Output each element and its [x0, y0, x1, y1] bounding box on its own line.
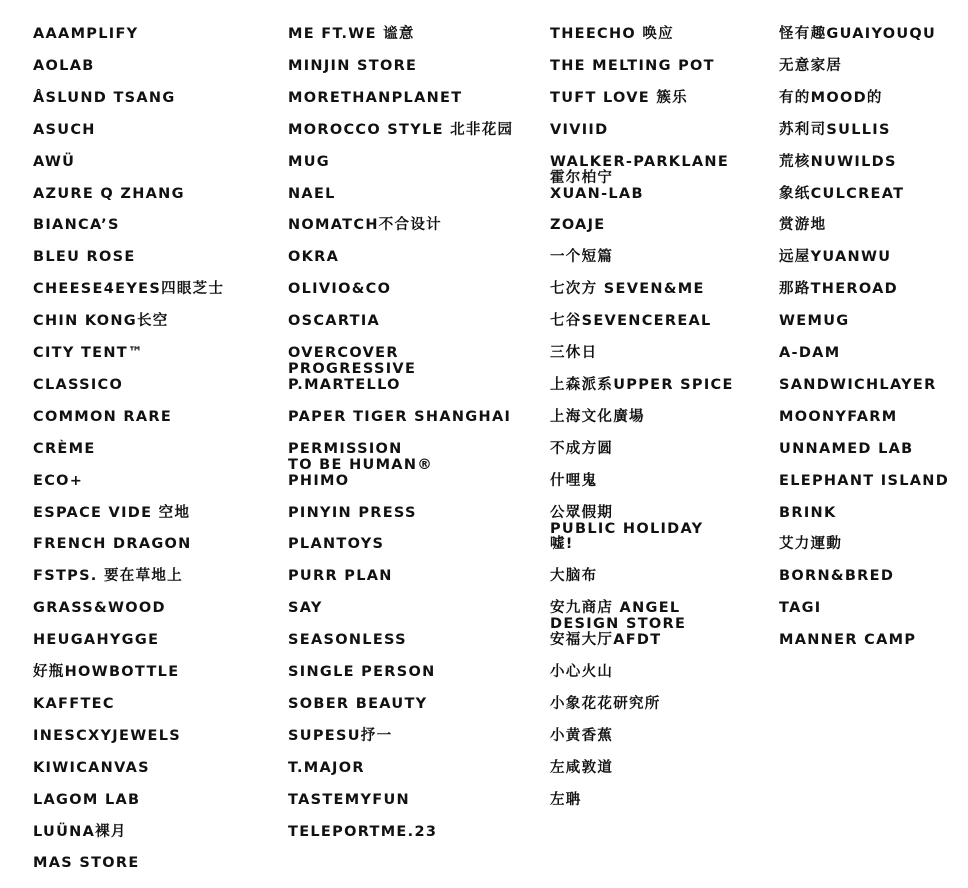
brand-name-line: 左咸敦道 [550, 759, 614, 776]
brand-name-line: 赏游地 [779, 217, 827, 234]
brand-name [288, 249, 339, 265]
brand-name-line: LUÜNA裸月 [33, 823, 127, 840]
brand-name [33, 249, 136, 265]
brand-name-line: PLANTOYS [288, 536, 385, 553]
brand-name-line: 公眾假期 [550, 504, 614, 521]
brand-name [288, 600, 323, 616]
brand-name-line: OLIVIO&CO [288, 281, 392, 298]
brand-name [550, 122, 608, 138]
brand-name [33, 728, 181, 744]
brand-name [288, 186, 336, 202]
brand-name-line: FRENCH DRAGON [33, 536, 192, 553]
brand-name [33, 760, 150, 776]
brand-name [550, 568, 597, 584]
brand-name-line: P.MARTELLO [288, 376, 401, 393]
brand-name-line: PINYIN PRESS [288, 504, 417, 521]
brand-name [550, 728, 613, 744]
brand-name-line: LAGOM LAB [33, 791, 141, 808]
brand-name [33, 792, 140, 808]
brand-name [550, 664, 613, 680]
brand-name-line: ZOAJE [550, 217, 606, 234]
brand-name-line: MINJIN STORE [288, 57, 418, 74]
brand-name [779, 313, 850, 329]
brand-name-line: 大脑布 [550, 568, 598, 585]
brand-name-line: AOLAB [33, 57, 95, 74]
brand-name [33, 26, 138, 42]
brand-name [550, 58, 715, 74]
brand-name-line: 荒核NUWILDS [779, 153, 897, 170]
brand-name-line: WEMUG [779, 313, 850, 330]
brand-name-line: ÅSLUND TSANG [33, 89, 176, 106]
brand-name [288, 26, 415, 42]
brand-name-line: 远屋YUANWU [779, 249, 892, 266]
brand-name [288, 824, 437, 840]
brand-name [550, 473, 597, 489]
brand-name-line: 安福大厅AFDT [550, 632, 662, 649]
brand-name [550, 696, 661, 712]
brand-name-line: NOMATCH不合设计 [288, 217, 442, 234]
brand-name-line: WALKER-PARKLANE [550, 153, 730, 170]
brand-name-line: PROGRESSIVE [288, 361, 417, 377]
brand-name [550, 792, 582, 808]
brand-name-line: 无意家居 [779, 57, 843, 74]
brand-name [288, 154, 330, 170]
brand-name-line: XUAN-LAB [550, 185, 644, 202]
brand-name-line: 小象花花研究所 [550, 695, 661, 712]
brand-name [33, 473, 83, 489]
brand-name-line: HEUGAHYGGE [33, 632, 160, 649]
brand-name [33, 122, 96, 138]
brand-name-line: 怪有趣GUAIYOUQU [779, 26, 937, 42]
brand-name-line: 象纸CULCREAT [779, 185, 905, 202]
brand-name [33, 441, 96, 457]
brand-name-line: BLEU ROSE [33, 249, 136, 266]
brand-name-line: CITY TENT™ [33, 345, 144, 361]
brand-name [550, 154, 729, 186]
brand-name [33, 600, 166, 616]
brand-name [288, 217, 442, 233]
brand-name-line: COMMON RARE [33, 408, 173, 425]
brand-name-line: CHEESE4EYES四眼芝士 [33, 281, 225, 298]
brand-name-line: TASTEMYFUN [288, 791, 410, 808]
brand-name [779, 632, 916, 648]
brand-name-line: NAEL [288, 185, 336, 202]
brand-name-line: BIANCA’S [33, 217, 120, 234]
brand-name [779, 281, 898, 297]
brand-name-line: SINGLE PERSON [288, 664, 436, 680]
brand-name [33, 154, 75, 170]
brand-name [33, 313, 169, 329]
brand-name-line: MORETHANPLANET [288, 89, 463, 106]
brand-name [33, 696, 115, 712]
brand-name [33, 568, 183, 584]
brand-name [779, 186, 904, 202]
brand-name-line: 安九商店 ANGEL [550, 600, 681, 617]
brand-name [779, 154, 897, 170]
brand-name [550, 536, 574, 552]
brand-name-line: 好瓶HOWBOTTLE [33, 664, 180, 680]
brand-name-line: KIWICANVAS [33, 759, 150, 776]
brand-name [288, 58, 417, 74]
brand-name [33, 664, 179, 680]
brand-name-line: PHIMO [288, 472, 350, 489]
brand-name-line: ELEPHANT ISLAND [779, 472, 950, 489]
brand-name [33, 345, 144, 361]
brand-name [288, 760, 365, 776]
brand-name [550, 377, 734, 393]
brand-name [550, 90, 688, 106]
brand-name [779, 249, 891, 265]
brand-name [779, 217, 826, 233]
brand-name-line: 一个短篇 [550, 249, 614, 266]
brand-name-line: 小心火山 [550, 664, 614, 680]
brand-name-line: 不成方圆 [550, 440, 614, 457]
brand-name-line: THEECHO 唤应 [550, 26, 674, 42]
brand-name-line: INESCXYJEWELS [33, 727, 181, 744]
brand-name [550, 26, 674, 42]
brand-name-line: 上海文化廣場 [550, 408, 645, 425]
brand-name-line: SAY [288, 600, 323, 617]
brand-name [288, 441, 433, 473]
brand-name [550, 345, 597, 361]
brand-name [550, 505, 703, 537]
brand-name [33, 855, 140, 871]
brand-name [33, 409, 172, 425]
brand-name [33, 632, 159, 648]
brand-name [779, 441, 914, 457]
brand-name [33, 824, 127, 840]
brand-name [288, 409, 511, 425]
brand-name [33, 377, 123, 393]
brand-name-line: FSTPS. 要在草地上 [33, 568, 183, 585]
brand-name-line: THE MELTING POT [550, 57, 715, 74]
brand-name-line: T.MAJOR [288, 759, 365, 776]
brand-name-line: 小黄香蕉 [550, 727, 614, 744]
brand-name-line: 苏利司SULLIS [779, 121, 891, 138]
brand-name [288, 696, 427, 712]
brand-name-line: ESPACE VIDE 空地 [33, 504, 191, 521]
brand-name-line: BRINK [779, 504, 837, 521]
brand-name [779, 600, 821, 616]
brand-name-line: SOBER BEAUTY [288, 695, 428, 712]
brand-name-line: A-DAM [779, 345, 841, 361]
brand-name [288, 568, 393, 584]
brand-name [288, 122, 513, 138]
brand-name-line: PAPER TIGER SHANGHAI [288, 408, 512, 425]
brand-name-line: PUBLIC HOLIDAY [550, 520, 704, 537]
brand-name-line: 那路THEROAD [779, 281, 898, 298]
brand-name [288, 632, 407, 648]
brand-name [550, 313, 712, 329]
brand-name [288, 377, 401, 393]
brand-name [550, 281, 705, 297]
brand-name-line: PURR PLAN [288, 568, 393, 585]
brand-name [550, 217, 605, 233]
brand-name [33, 505, 190, 521]
brand-name [779, 473, 949, 489]
brand-name [33, 536, 192, 552]
brand-name-line: OSCARTIA [288, 313, 381, 330]
brand-name-line: 艾力運動 [779, 536, 843, 553]
brand-name [288, 536, 384, 552]
brand-name-line: SEASONLESS [288, 632, 407, 649]
brand-name-line: ME FT.WE 谧意 [288, 26, 415, 42]
brand-name-line: MOROCCO STYLE 北非花园 [288, 121, 514, 138]
brand-name [779, 26, 936, 42]
brand-name-line: 左聃 [550, 791, 582, 808]
brand-name [550, 441, 613, 457]
brand-name-line: BORN&BRED [779, 568, 895, 585]
brand-name [550, 600, 686, 632]
brand-name-line: 嘘! [550, 536, 574, 553]
brand-name-line: OVERCOVER [288, 345, 399, 361]
brand-name-line: SUPESU抒一 [288, 727, 393, 744]
brand-name-line: AZURE Q ZHANG [33, 185, 185, 202]
brand-name [550, 409, 645, 425]
brand-name-line: CLASSICO [33, 376, 124, 393]
brand-name [288, 345, 416, 377]
brand-name-line: 七谷SEVENCEREAL [550, 313, 712, 330]
brand-name [779, 568, 894, 584]
brand-name-line: MAS STORE [33, 855, 140, 872]
brand-name [779, 345, 840, 361]
brand-name [550, 249, 613, 265]
brand-name-line: AAAMPLIFY [33, 26, 139, 42]
brand-name [550, 760, 613, 776]
brand-name [288, 313, 380, 329]
brand-name-line: TUFT LOVE 簇乐 [550, 89, 688, 106]
brand-name-line: CRÈME [33, 440, 96, 457]
brand-name-line: TAGI [779, 600, 822, 617]
brand-name [33, 281, 224, 297]
brand-name-line: PERMISSION [288, 440, 403, 457]
brand-name-line: 什哩鬼 [550, 472, 598, 489]
brand-name-line: MANNER CAMP [779, 632, 917, 649]
brand-name [550, 632, 661, 648]
brand-name [779, 409, 897, 425]
brand-name-line: OKRA [288, 249, 340, 266]
brand-name-line: TELEPORTME.23 [288, 823, 438, 840]
brand-name [779, 122, 891, 138]
brand-name-line: 上森派系UPPER SPICE [550, 376, 734, 393]
brand-name [288, 505, 417, 521]
brand-name-line: VIVIID [550, 121, 609, 138]
brand-name [779, 536, 842, 552]
brand-name-line: 七次方 SEVEN&ME [550, 281, 705, 298]
brand-name-line: DESIGN STORE [550, 616, 687, 633]
brand-name [779, 90, 883, 106]
brand-name-line: CHIN KONG长空 [33, 313, 169, 330]
brand-name [288, 792, 410, 808]
brand-name [779, 377, 937, 393]
brand-name-line: KAFFTEC [33, 695, 115, 712]
brand-name-line: AWÜ [33, 153, 76, 170]
brand-name [33, 217, 120, 233]
brand-name-line: 霍尔柏宁 [550, 169, 614, 186]
brand-name-line: MOONYFARM [779, 408, 898, 425]
brand-name [550, 186, 644, 202]
brand-name [33, 58, 95, 74]
brand-name [288, 728, 392, 744]
brand-name [779, 58, 842, 74]
brand-name-line: 三休日 [550, 345, 598, 361]
brand-name [288, 281, 391, 297]
brand-name [288, 473, 349, 489]
brand-name-line: SANDWICHLAYER [779, 376, 937, 393]
brand-name [33, 90, 176, 106]
brand-name-line: MUG [288, 153, 331, 170]
brand-name [288, 664, 436, 680]
brand-name-line: ASUCH [33, 121, 96, 138]
brand-name-line: 有的MOOD的 [779, 89, 883, 106]
brand-name-line: TO BE HUMAN® [288, 456, 434, 473]
brand-name [779, 505, 836, 521]
brand-name [288, 90, 462, 106]
brand-name-line: GRASS&WOOD [33, 600, 166, 617]
brand-name [33, 186, 185, 202]
brand-name-line: ECO+ [33, 472, 84, 489]
brand-name-line: UNNAMED LAB [779, 440, 914, 457]
